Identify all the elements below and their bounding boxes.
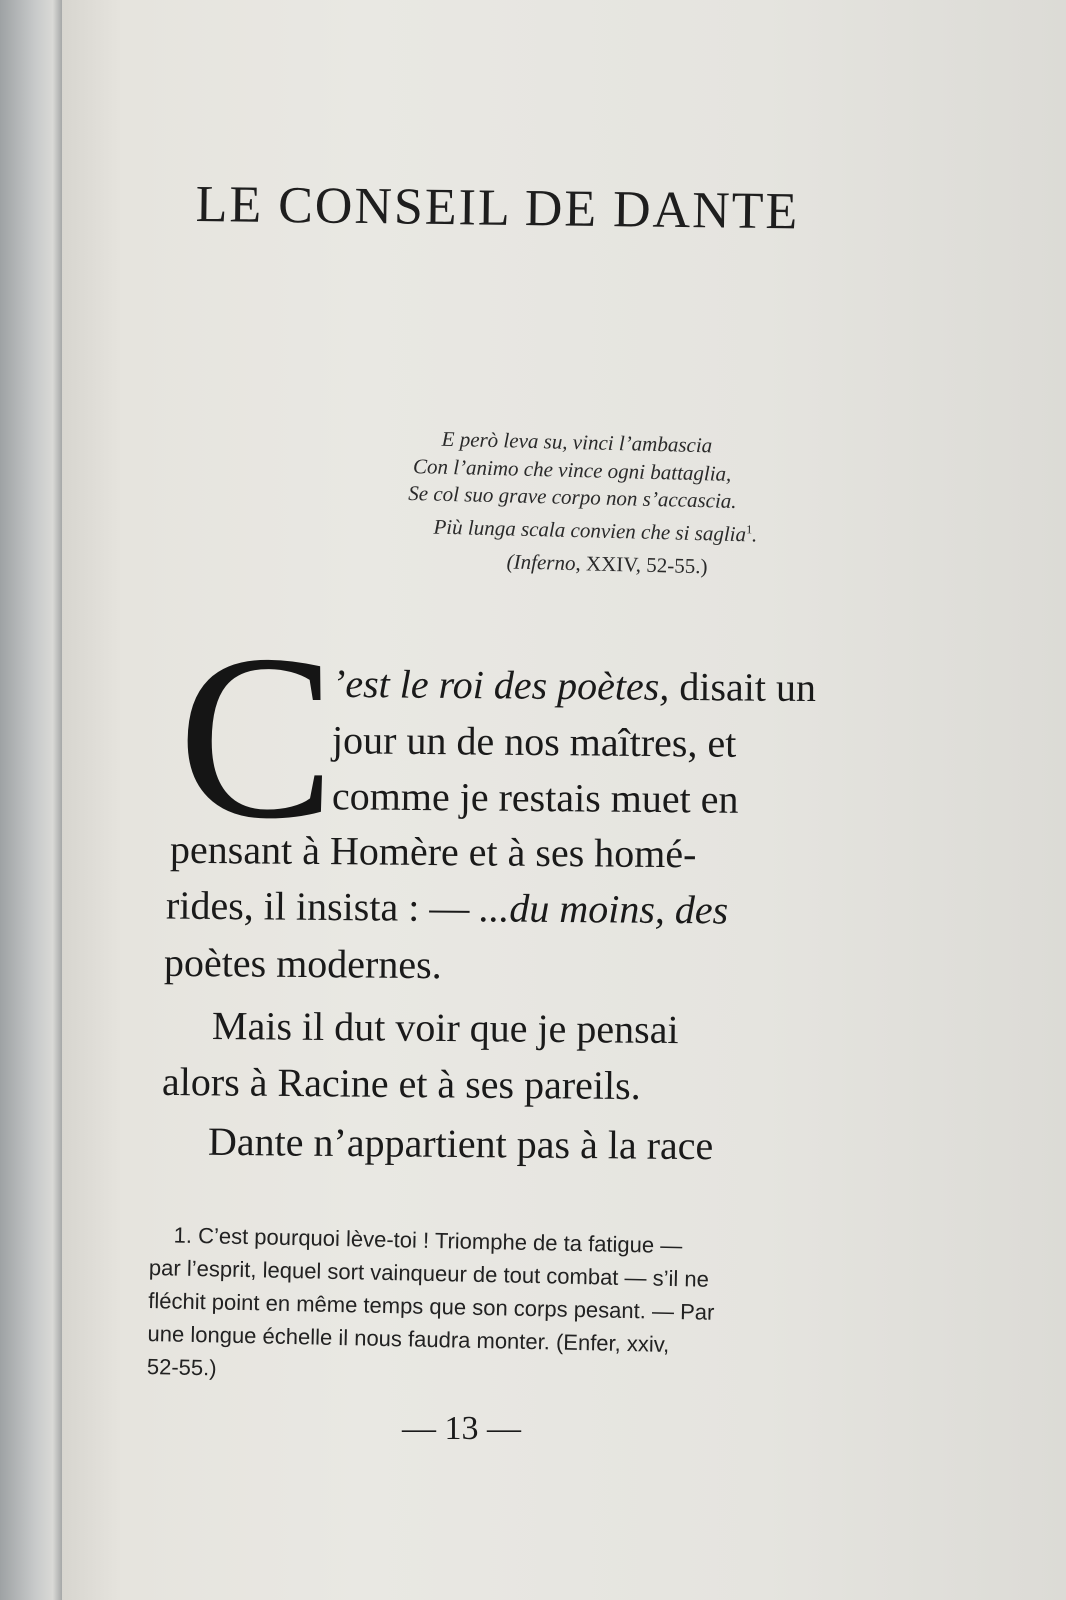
body-line-4: pensant à Homère et à ses homé- — [169, 826, 697, 877]
footnote-line-2: par l’esprit, lequel sort vainqueur de tout combat — s’il ne — [148, 1254, 710, 1292]
reference-location: , XXIV, 52-55.) — [575, 551, 708, 579]
epigraph-line-4-text: Più lunga scala convien che si saglia — [433, 514, 747, 546]
body-line-5-italic: ...du moins, des — [479, 885, 729, 933]
body-line-5-roman: rides, il insista : — — [165, 882, 480, 931]
footnote-line-4: une longue échelle il nous faudra monter. (Enfer, xxiv, — [147, 1320, 670, 1357]
body-line-5 — [166, 882, 729, 934]
reference-work: Inferno — [513, 549, 576, 576]
footnote-line-5: 52-55.) — [146, 1353, 217, 1381]
body-line-3: comme je restais muet en — [331, 773, 739, 822]
reference-open: ( — [506, 549, 514, 574]
left-page-edge — [0, 0, 66, 1600]
epigraph-line-1: E però leva su, vinci l’ambascia — [441, 426, 713, 458]
body-line-1 — [332, 660, 816, 711]
drop-cap: C — [176, 606, 337, 869]
footnote-line-3: fléchit point en même temps que son corps pesant. — Par — [148, 1287, 715, 1325]
body-line-1-roman: disait un — [669, 663, 817, 711]
footnote — [147, 1218, 846, 1398]
body-line-1-italic: ’est le roi des poètes, — [331, 660, 670, 709]
footnote-marker: 1 — [746, 521, 753, 536]
epigraph — [406, 425, 849, 584]
footnote-line-1: 1. C’est pourquoi lève-toi ! Triomphe de ta fatigue — — [173, 1222, 683, 1259]
epigraph-line-3: Se col suo grave corpo non s’accascia. — [408, 480, 737, 513]
body-line-6: poètes modernes. — [163, 939, 442, 988]
body-line-9: Dante n’appartient pas à la race — [207, 1118, 714, 1169]
epigraph-line-2: Con l’animo che vince ogni battaglia, — [412, 453, 732, 486]
epigraph-line-4: Più lunga scala convien che si saglia$^1$. — [433, 514, 758, 547]
body-line-8: alors à Racine et à ses pareils. — [161, 1058, 641, 1109]
body-line-7: Mais il dut voir que je pensai — [211, 1002, 679, 1053]
body-line-2: jour un de nos maîtres, et — [331, 717, 737, 766]
page-number: — 13 — — [402, 1410, 521, 1447]
chapter-title: LE CONSEIL DE DANTE — [195, 175, 800, 241]
